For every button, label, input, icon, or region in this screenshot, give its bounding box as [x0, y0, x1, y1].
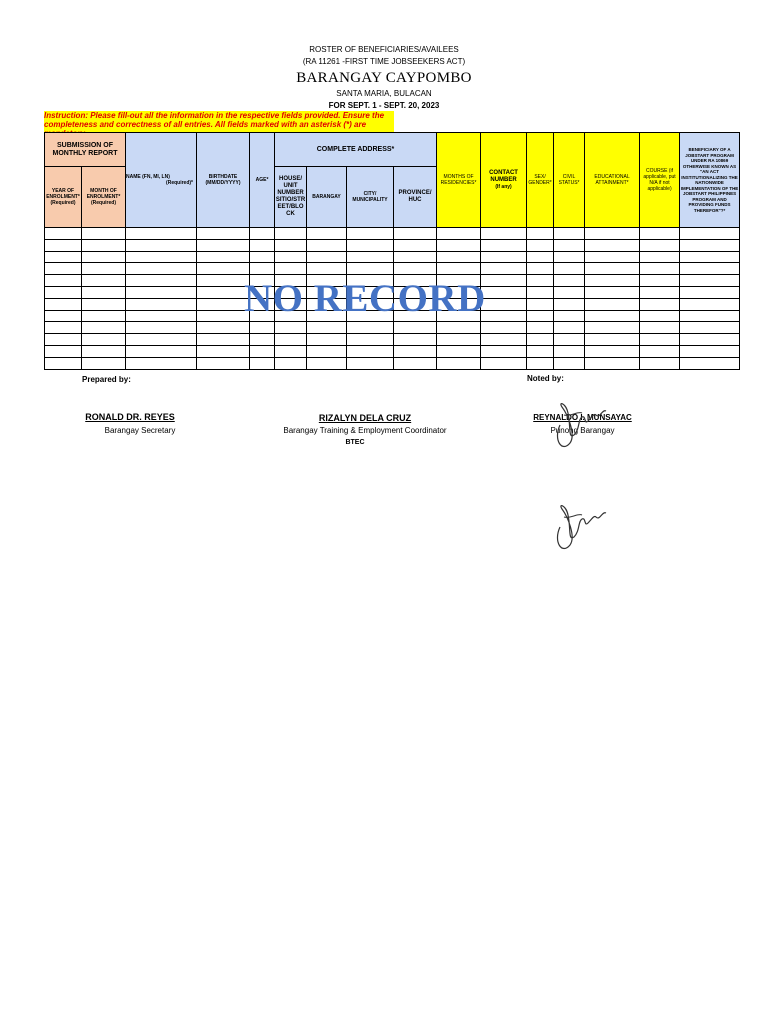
table-cell [481, 286, 527, 298]
table-cell [250, 228, 275, 240]
table-cell [680, 286, 740, 298]
city-header: CITY/ MUNICIPALITY [347, 167, 394, 228]
signer1-title: Barangay Secretary [104, 426, 176, 435]
table-cell [45, 251, 82, 263]
table-cell [437, 322, 481, 334]
table-cell [437, 263, 481, 275]
table-cell [347, 228, 394, 240]
table-cell [481, 263, 527, 275]
table-cell [481, 275, 527, 287]
months-residencies-header: MONTHS OF RESIDENCIES* [437, 133, 481, 228]
table-cell [394, 251, 437, 263]
table-cell [307, 357, 347, 369]
table-cell [680, 298, 740, 310]
signer3-title: Punong Barangay [550, 426, 615, 435]
table-cell [197, 322, 250, 334]
barangay-title: BARANGAY CAYPOMBO [296, 70, 472, 86]
table-cell [197, 310, 250, 322]
table-cell [394, 239, 437, 251]
table-cell [394, 228, 437, 240]
table-cell [275, 345, 307, 357]
table-cell [307, 334, 347, 346]
table-cell [640, 239, 680, 251]
table-cell [45, 228, 82, 240]
table-row [45, 345, 740, 357]
table-cell [197, 298, 250, 310]
table-cell [45, 357, 82, 369]
contact-sub: (If any) [495, 184, 512, 190]
table-cell [347, 263, 394, 275]
table-cell [640, 310, 680, 322]
table-cell [197, 334, 250, 346]
education-header: EDUCATIONAL ATTAINMENT* [585, 133, 640, 228]
table-cell [437, 357, 481, 369]
table-cell [437, 334, 481, 346]
act-reference: (RA 11261 -FIRST TIME JOBSEEKERS ACT) [302, 57, 466, 66]
table-cell [307, 345, 347, 357]
table-cell [82, 310, 126, 322]
table-cell [275, 263, 307, 275]
table-cell [45, 286, 82, 298]
signer2-sub: BTEC [345, 439, 365, 446]
signer2-name: RIZALYN DELA CRUZ [318, 413, 412, 423]
table-cell [347, 357, 394, 369]
table-cell [275, 334, 307, 346]
table-cell [554, 251, 585, 263]
table-cell [82, 286, 126, 298]
table-cell [680, 345, 740, 357]
table-cell [640, 357, 680, 369]
table-cell [394, 345, 437, 357]
table-cell [527, 239, 554, 251]
table-cell [45, 334, 82, 346]
table-cell [527, 322, 554, 334]
table-row [45, 251, 740, 263]
table-cell [437, 239, 481, 251]
table-cell [307, 322, 347, 334]
table-cell [554, 310, 585, 322]
sex-header: SEX/ GENDER* [527, 133, 554, 228]
table-cell [394, 357, 437, 369]
table-cell [275, 322, 307, 334]
table-cell [45, 298, 82, 310]
table-cell [126, 298, 197, 310]
table-cell [82, 334, 126, 346]
noted-by-label: Noted by: [527, 374, 564, 383]
table-cell [307, 239, 347, 251]
name-required: (Required)* [166, 180, 193, 186]
table-cell [394, 322, 437, 334]
table-cell [527, 286, 554, 298]
table-cell [640, 322, 680, 334]
prepared-by-label: Prepared by: [82, 375, 131, 384]
table-row [45, 263, 740, 275]
table-cell [585, 239, 640, 251]
address-header: COMPLETE ADDRESS* [275, 133, 437, 167]
table-cell [126, 345, 197, 357]
table-cell [126, 310, 197, 322]
table-cell [481, 345, 527, 357]
table-cell [250, 334, 275, 346]
table-cell [585, 310, 640, 322]
table-cell [481, 357, 527, 369]
roster-table [44, 132, 740, 370]
table-cell [640, 275, 680, 287]
table-cell [82, 228, 126, 240]
table-cell [585, 334, 640, 346]
table-cell [275, 357, 307, 369]
table-cell [45, 239, 82, 251]
table-cell [527, 334, 554, 346]
table-cell [640, 345, 680, 357]
table-cell [554, 228, 585, 240]
year-header: YEAR OF ENROLMENT* (Required) [45, 167, 82, 228]
table-cell [680, 322, 740, 334]
table-cell [347, 251, 394, 263]
table-cell [394, 334, 437, 346]
table-cell [437, 345, 481, 357]
table-cell [585, 286, 640, 298]
table-cell [197, 275, 250, 287]
table-cell [45, 345, 82, 357]
signer1-name: RONALD DR. REYES [85, 412, 175, 422]
table-cell [197, 286, 250, 298]
table-cell [347, 322, 394, 334]
table-cell [585, 345, 640, 357]
table-cell [250, 345, 275, 357]
table-cell [250, 357, 275, 369]
table-row [45, 322, 740, 334]
table-cell [680, 334, 740, 346]
table-cell [585, 322, 640, 334]
table-cell [197, 263, 250, 275]
table-cell [527, 357, 554, 369]
table-cell [347, 239, 394, 251]
table-cell [554, 298, 585, 310]
table-cell [250, 251, 275, 263]
table-cell [585, 357, 640, 369]
table-cell [126, 228, 197, 240]
table-cell [126, 334, 197, 346]
table-cell [126, 251, 197, 263]
house-header: HOUSE/ UNIT NUMBER SITIO/STR EET/BLO CK [275, 167, 307, 228]
table-cell [197, 228, 250, 240]
no-record-stamp: NO RECORD [244, 277, 486, 320]
table-cell [527, 228, 554, 240]
table-cell [250, 322, 275, 334]
table-row [45, 357, 740, 369]
instruction-note: Instruction: Please fill-out all the information in the respective fields provided. Ensure the completeness and correctness of all entries. All fields marked with an asterisk (*) are [44, 111, 394, 132]
table-cell [481, 239, 527, 251]
table-cell [197, 345, 250, 357]
table-cell [554, 263, 585, 275]
barangay-header: BARANGAY [307, 167, 347, 228]
table-cell [527, 345, 554, 357]
table-cell [82, 298, 126, 310]
table-cell [275, 228, 307, 240]
table-cell [82, 275, 126, 287]
birthdate-header: BIRTHDATE (MM/DD/YYYY) [197, 133, 250, 228]
month-header: MONTH OF ENROLMENT* (Required) [82, 167, 126, 228]
table-cell [554, 357, 585, 369]
table-cell [437, 251, 481, 263]
table-cell [527, 275, 554, 287]
table-cell [585, 298, 640, 310]
contact-label: CONTACT NUMBER [489, 170, 518, 183]
table-cell [126, 263, 197, 275]
table-cell [126, 239, 197, 251]
table-cell [275, 239, 307, 251]
table-row [45, 239, 740, 251]
table-cell [197, 357, 250, 369]
table-cell [275, 251, 307, 263]
signature-mark-2 [548, 497, 608, 557]
table-cell [307, 228, 347, 240]
table-cell [680, 310, 740, 322]
table-cell [554, 345, 585, 357]
table-cell [527, 263, 554, 275]
table-row [45, 228, 740, 240]
table-cell [250, 239, 275, 251]
table-cell [680, 275, 740, 287]
table-cell [250, 263, 275, 275]
table-cell [307, 251, 347, 263]
table-cell [640, 228, 680, 240]
table-cell [554, 334, 585, 346]
table-cell [680, 228, 740, 240]
table-cell [82, 239, 126, 251]
table-cell [680, 263, 740, 275]
name-label: NAME (FN, MI, LN) [126, 174, 170, 180]
table-cell [585, 263, 640, 275]
table-cell [680, 239, 740, 251]
table-cell [126, 286, 197, 298]
table-cell [481, 228, 527, 240]
age-header: AGE* [250, 133, 275, 228]
table-cell [481, 322, 527, 334]
report-period: FOR SEPT. 1 - SEPT. 20, 2023 [328, 101, 440, 110]
table-cell [347, 345, 394, 357]
table-cell [527, 251, 554, 263]
table-cell [307, 263, 347, 275]
table-cell [481, 251, 527, 263]
table-cell [585, 251, 640, 263]
signer2-title: Barangay Training & Employment Coordinator [283, 426, 447, 435]
name-header [126, 133, 197, 228]
table-cell [585, 228, 640, 240]
table-cell [394, 263, 437, 275]
table-cell [640, 251, 680, 263]
signature-mark [548, 395, 608, 455]
table-cell [45, 322, 82, 334]
table-cell [554, 322, 585, 334]
table-cell [347, 334, 394, 346]
table-cell [527, 298, 554, 310]
table-cell [554, 275, 585, 287]
province-header: PROVINCE/ HUC [394, 167, 437, 228]
table-cell [82, 263, 126, 275]
roster-title: ROSTER OF BENEFICIARIES/AVAILEES [309, 45, 459, 54]
beneficiary-header: BENEFICIARY OF A JOBSTART PROGRAM UNDER RA 10869 OTHERWISE KNOWN AS "AN ACT INSTITUTIONALIZING THE NATIONWIDE IMPLEMENTATION OF THE JOBSTART PHILIPPINES PROGRAM AND PROVIDING FUNDS THEREFOR"?* [680, 133, 740, 228]
course-header: COURSE (if applicable, put N/A if not applicable) [640, 133, 680, 228]
table-cell [481, 334, 527, 346]
table-cell [640, 334, 680, 346]
table-cell [82, 322, 126, 334]
location: SANTA MARIA, BULACAN [336, 89, 432, 98]
table-cell [45, 263, 82, 275]
table-cell [82, 251, 126, 263]
table-cell [82, 357, 126, 369]
table-cell [437, 228, 481, 240]
table-cell [197, 239, 250, 251]
table-cell [481, 310, 527, 322]
table-cell [45, 310, 82, 322]
table-cell [45, 275, 82, 287]
table-cell [527, 310, 554, 322]
submission-header: SUBMISSION OF MONTHLY REPORT [45, 133, 126, 167]
table-cell [680, 357, 740, 369]
table-cell [126, 275, 197, 287]
table-cell [82, 345, 126, 357]
civil-status-header: CIVIL STATUS* [554, 133, 585, 228]
table-cell [640, 286, 680, 298]
table-cell [554, 286, 585, 298]
table-cell [126, 322, 197, 334]
table-cell [554, 239, 585, 251]
table-cell [126, 357, 197, 369]
table-cell [585, 275, 640, 287]
contact-header [481, 133, 527, 228]
signer3-name: REYNALDO I. MUNSAYAC [533, 413, 632, 422]
table-cell [481, 298, 527, 310]
table-cell [640, 263, 680, 275]
table-row [45, 334, 740, 346]
table-cell [680, 251, 740, 263]
table-cell [197, 251, 250, 263]
table-cell [640, 298, 680, 310]
